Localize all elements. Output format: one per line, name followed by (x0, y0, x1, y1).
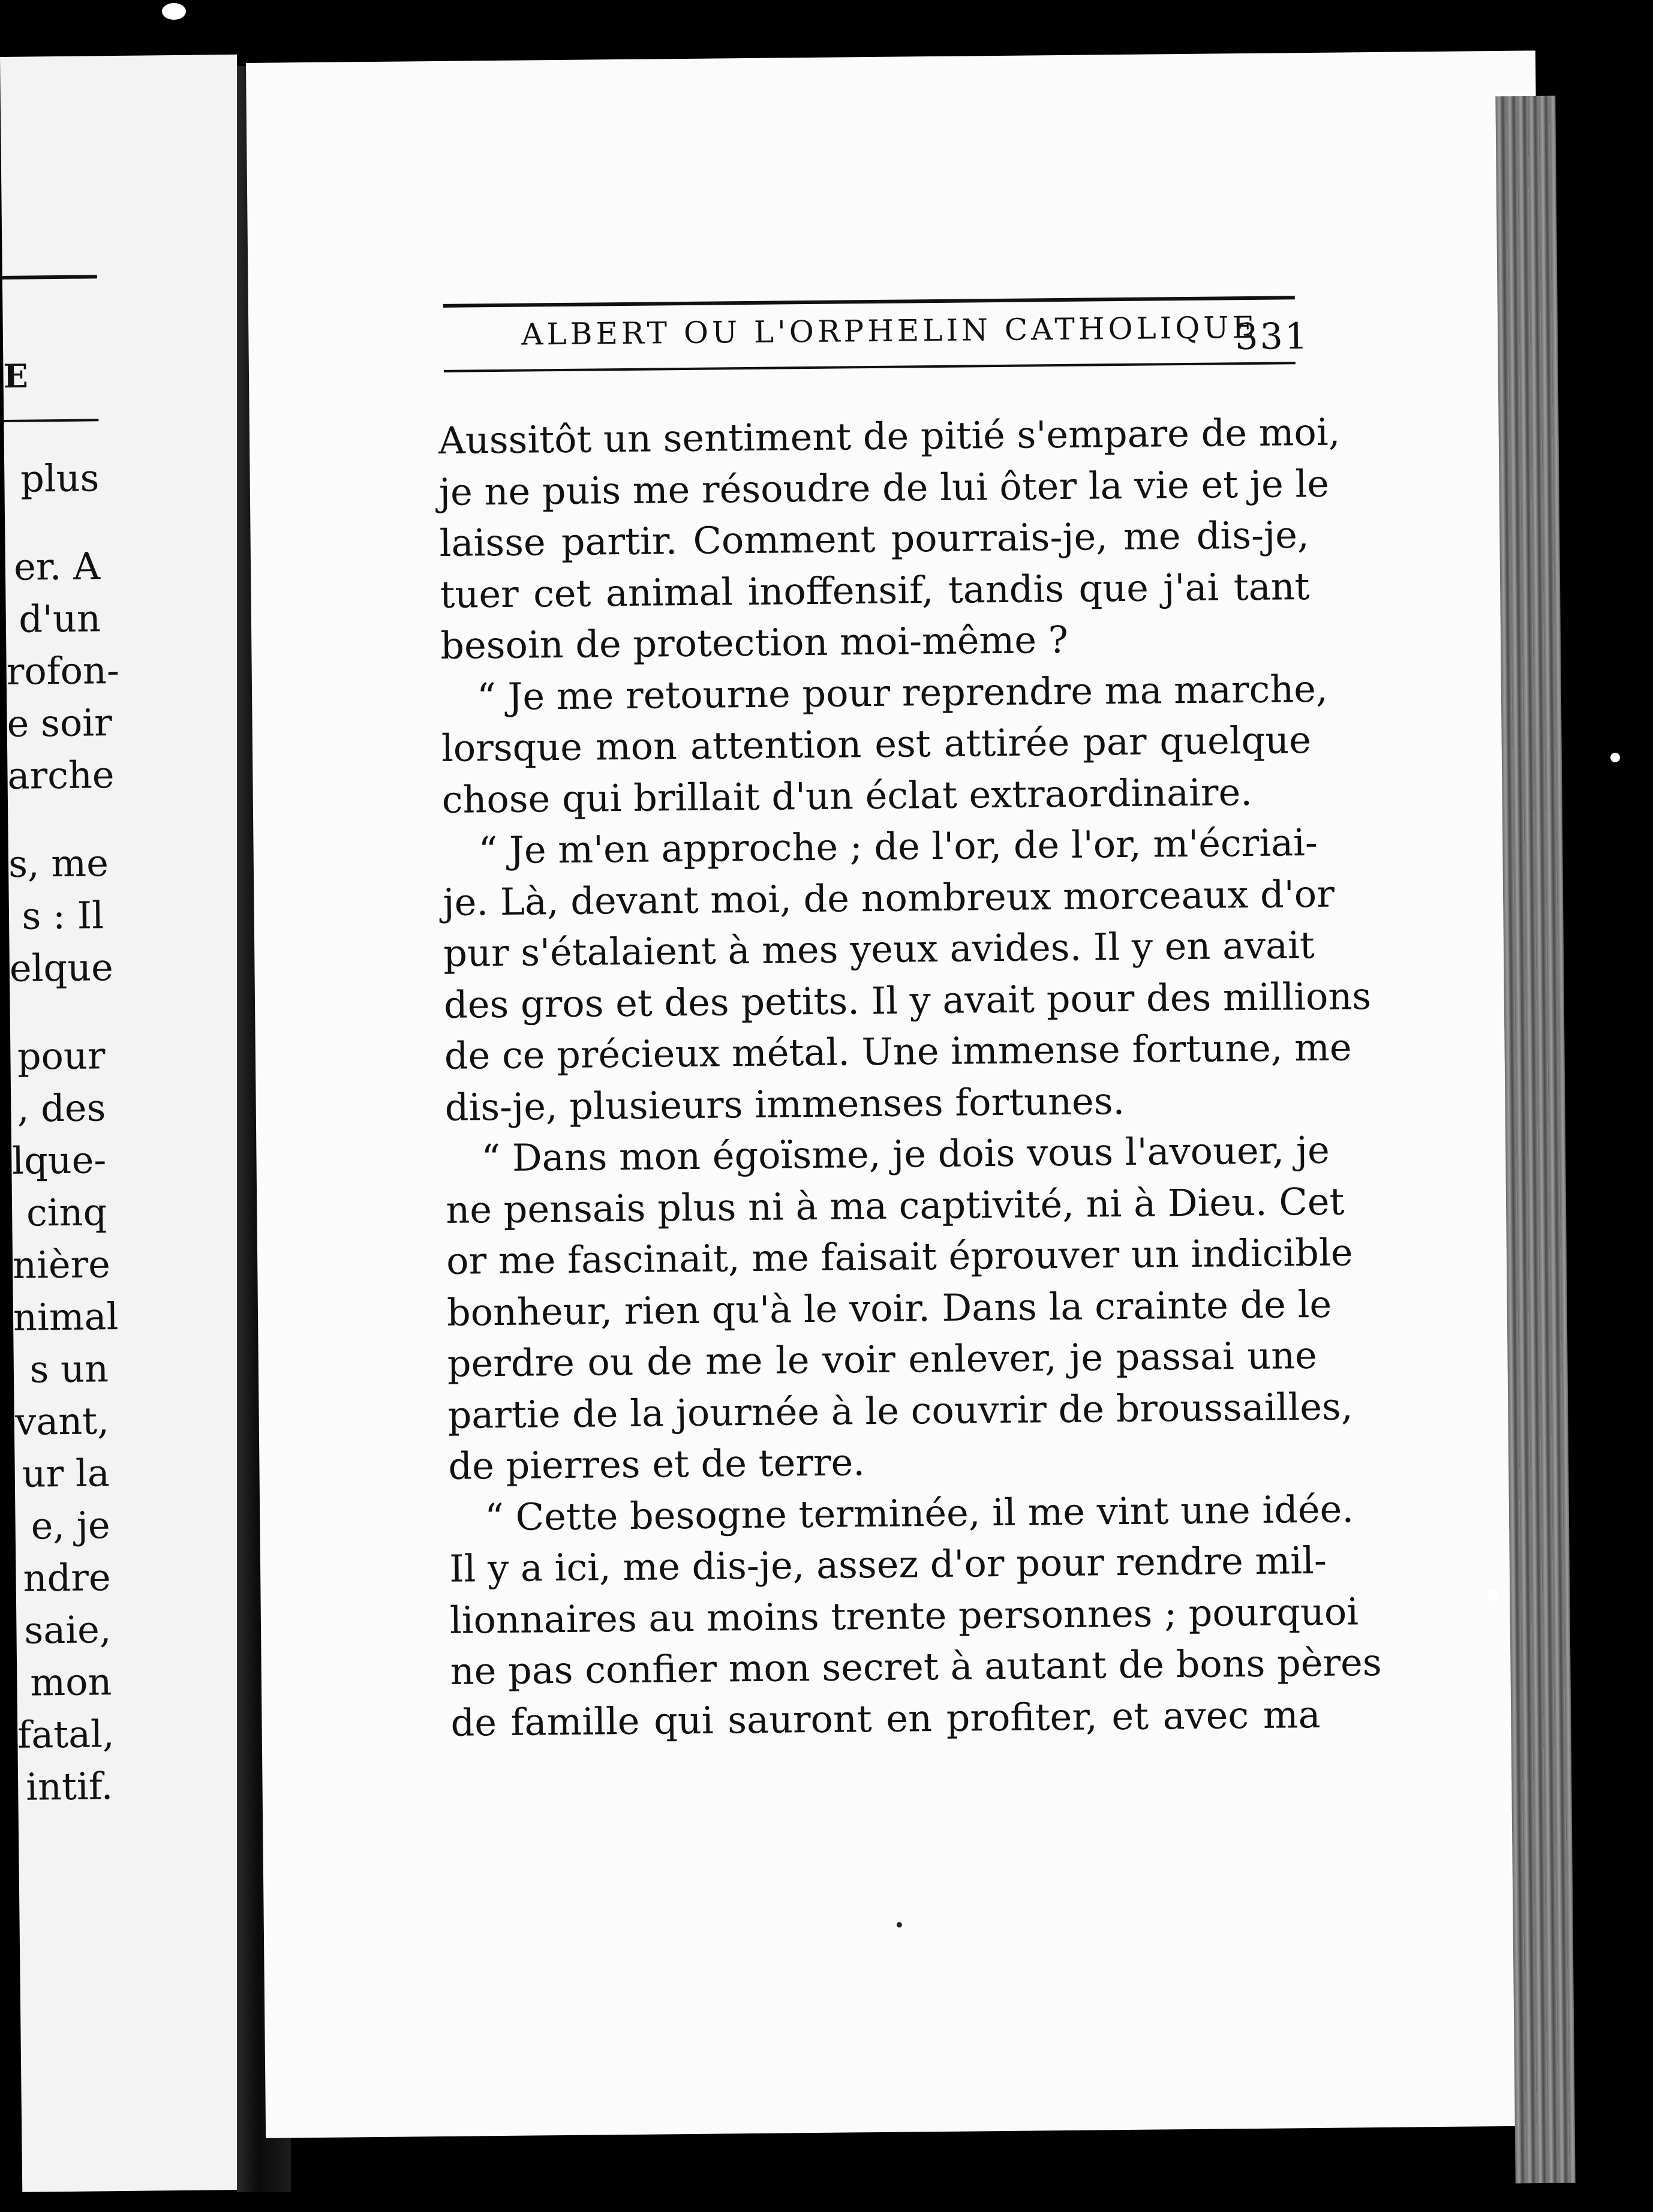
text-line: laisse partir. Comment pourrais-je, me dis-je, (439, 513, 1309, 565)
left-text-line: fatal, (17, 1712, 115, 1757)
right-page (246, 50, 1555, 2138)
left-text-line: ndre (23, 1555, 111, 1600)
left-page-text (4, 452, 120, 1813)
left-text-line: d'un (18, 596, 101, 641)
left-text-line (5, 504, 100, 541)
left-text-line: lque- (11, 1138, 107, 1183)
text-line: “ Je m'en approche ; de l'or, de l'or, m'écriai- (478, 820, 1318, 873)
left-header-rule-top (2, 275, 97, 279)
text-line: Aussitôt un sentiment de pitié s'empare de moi, (438, 410, 1341, 462)
text-line: Il y a ici, me dis-je, assez d'or pour rendre mil- (449, 1538, 1327, 1591)
left-text-line: cinq (26, 1190, 107, 1235)
left-text-line: mon (29, 1660, 112, 1705)
left-text-line: rofon- (6, 648, 120, 693)
left-text-line: nière (12, 1242, 111, 1287)
left-text-line: pour (17, 1033, 106, 1078)
text-line: ne pas confier mon secret à autant de bons pères (450, 1640, 1382, 1693)
left-text-line: , des (17, 1086, 106, 1131)
left-text-line: nimal (13, 1294, 119, 1339)
text-line: de famille qui sauront en profiter, et avec ma (450, 1692, 1321, 1745)
text-line: lionnaires au moins trente personnes ; pourquoi (449, 1589, 1359, 1642)
text-line: “ Je me retourne pour reprendre ma marche, (476, 666, 1328, 719)
page-speck (897, 1922, 902, 1928)
left-header-rule-bottom (4, 419, 98, 422)
left-text-line: saie, (24, 1607, 112, 1652)
left-text-line: ur la (22, 1451, 110, 1496)
text-line: “ Cette besogne terminée, il me vint une idée. (484, 1486, 1354, 1539)
text-line: chose qui brillait d'un éclat extraordinaire. (441, 770, 1253, 822)
text-line: pur s'étalaient à mes yeux avides. Il y en avait (443, 922, 1315, 975)
scan-speck (1487, 1589, 1498, 1601)
text-line: or me fascinait, me faisait éprouver un indicible (446, 1230, 1353, 1283)
left-text-line: er. A (13, 544, 101, 589)
left-text-line (10, 993, 105, 1030)
left-text-line: arche (7, 753, 115, 798)
text-line: besoin de protection moi-même ? (440, 617, 1069, 668)
text-line: je. Là, devant moi, de nombreux morceaux d'or (443, 871, 1335, 924)
left-text-line: plus (20, 456, 100, 501)
text-line: de ce précieux métal. Une immense fortune, me (444, 1025, 1352, 1078)
text-line: de pierres et de terre. (448, 1440, 865, 1488)
text-line: dis-je, plusieurs immenses fortunes. (444, 1078, 1125, 1129)
left-text-line: e soir (7, 701, 113, 746)
text-line: lorsque mon attention est attirée par quelque (441, 718, 1312, 770)
left-text-line: elque (9, 945, 114, 990)
running-head: ALBERT OU L'ORPHELIN CATHOLIQUE (521, 309, 1258, 352)
text-line: tuer cet animal inoffensif, tandis que j'ai tant (440, 564, 1310, 617)
text-line: “ Dans mon égoïsme, je dois vous l'avouer, je (481, 1128, 1330, 1180)
text-line: je ne puis me résoudre de lui ôter la vie et je le (438, 461, 1330, 514)
text-line: des gros et des petits. Il y avait pour des millions (443, 973, 1372, 1027)
header-rule-top (443, 296, 1295, 308)
left-running-head-fragment: E (3, 356, 29, 395)
page-number: 331 (1235, 315, 1310, 359)
text-line: perdre ou de me le voir enlever, je passai une (447, 1333, 1318, 1385)
left-text-line: e, je (31, 1503, 111, 1548)
scan-speck (162, 3, 186, 20)
left-text-line: s : Il (22, 893, 104, 938)
scan-speck (1610, 753, 1620, 762)
left-text-line: s un (29, 1347, 109, 1391)
left-page (0, 55, 259, 2192)
left-text-line: vant, (14, 1399, 110, 1444)
left-text-line: s, me (8, 841, 109, 886)
header-rule-bottom (444, 362, 1296, 372)
left-text-line (8, 801, 103, 838)
body-text (438, 407, 1382, 1748)
text-line: bonheur, rien qu'à le voir. Dans la crainte de le (446, 1282, 1332, 1335)
text-line: ne pensais plus ni à ma captivité, ni à Dieu. Cet (446, 1179, 1345, 1232)
left-text-line: intif. (25, 1764, 113, 1809)
text-line: partie de la journée à le couvrir de broussailles, (447, 1384, 1353, 1437)
